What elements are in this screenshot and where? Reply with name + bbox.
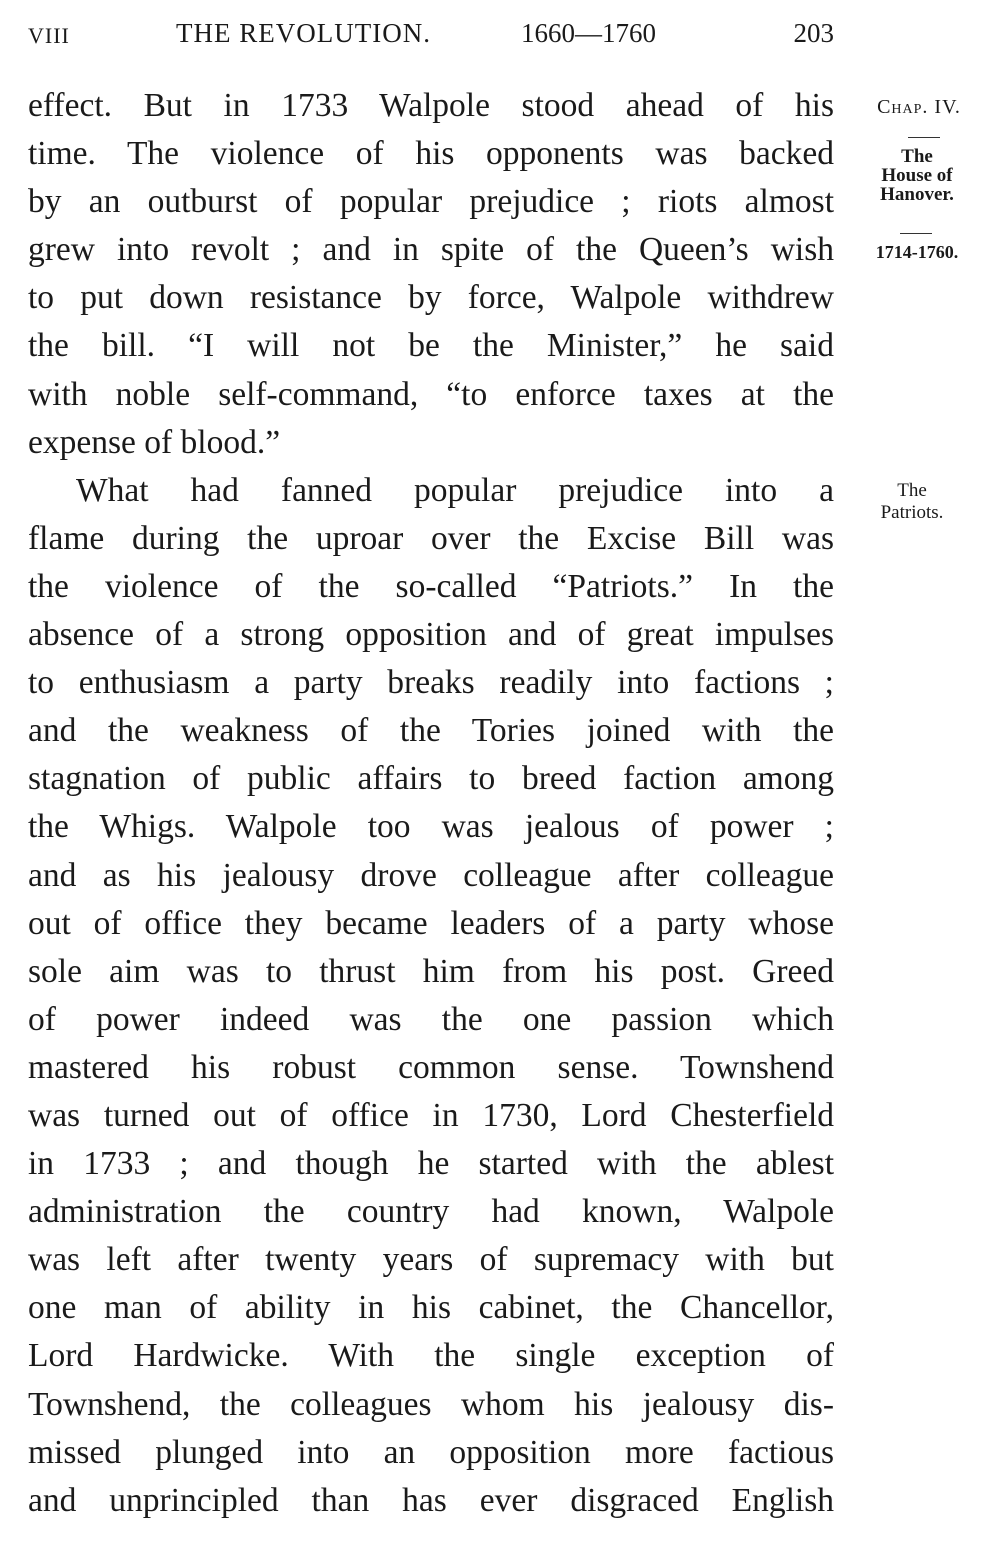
period-dates: 1660—1760 bbox=[521, 18, 656, 48]
text-line: grew into revolt ; and in spite of the Queen’s wish bbox=[28, 231, 834, 269]
margin-section-line: House of bbox=[881, 165, 953, 186]
text-line: absence of a strong opposition and of great impulses bbox=[28, 616, 834, 654]
text-line: out of office they became leaders of a party whose bbox=[28, 904, 834, 942]
text-line: and as his jealousy drove colleague after colleague bbox=[28, 856, 834, 894]
page-number: 203 bbox=[793, 18, 834, 48]
text-line: and the weakness of the Tories joined with the bbox=[28, 712, 834, 750]
text-line: expense of blood.” bbox=[28, 423, 281, 461]
text-line: Townshend, the colleagues whom his jealousy dis- bbox=[28, 1385, 834, 1423]
margin-topic-line: Patriots. bbox=[880, 502, 944, 523]
text-line: administration the country had known, Walpole bbox=[28, 1193, 834, 1231]
text-line: What had fanned popular prejudice into a bbox=[76, 471, 834, 509]
text-line: to enthusiasm a party breaks readily into factions ; bbox=[28, 664, 834, 702]
text-line: to put down resistance by force, Walpole withdrew bbox=[28, 279, 834, 317]
text-line: in 1733 ; and though he started with the ablest bbox=[28, 1145, 834, 1183]
text-line: sole aim was to thrust him from his post. Greed bbox=[28, 952, 834, 990]
text-line: mastered his robust common sense. Townshend bbox=[28, 1048, 834, 1086]
text-line: stagnation of public affairs to breed faction among bbox=[28, 760, 834, 798]
body-text bbox=[28, 82, 834, 1525]
text-line: of power indeed was the one passion which bbox=[28, 1000, 834, 1038]
text-line: with noble self-command, “to enforce taxes at the bbox=[28, 375, 834, 413]
text-line: the bill. “I will not be the Minister,” he said bbox=[28, 327, 834, 365]
margin-topic-line: The bbox=[897, 480, 927, 501]
margin-divider bbox=[900, 233, 932, 234]
text-line: and unprincipled than has ever disgraced English bbox=[28, 1481, 834, 1519]
text-line: time. The violence of his opponents was backed bbox=[28, 135, 834, 173]
text-line: effect. But in 1733 Walpole stood ahead of his bbox=[28, 87, 834, 124]
text-line: Lord Hardwicke. With the single exception of bbox=[28, 1337, 834, 1375]
text-line: was left after twenty years of supremacy with but bbox=[28, 1241, 834, 1279]
running-title: THE REVOLUTION. bbox=[176, 18, 431, 48]
text-line: missed plunged into an opposition more factious bbox=[28, 1433, 834, 1471]
text-line: by an outburst of popular prejudice ; riots almost bbox=[28, 183, 834, 221]
chapter-numeral: VIII bbox=[28, 23, 70, 48]
text-line: was turned out of office in 1730, Lord Chesterfield bbox=[28, 1096, 834, 1134]
margin-years: 1714-1760. bbox=[875, 242, 959, 262]
margin-divider bbox=[908, 137, 940, 138]
running-header bbox=[28, 14, 834, 54]
margin-section-title bbox=[856, 147, 978, 204]
text-line: the violence of the so-called “Patriots.” In the bbox=[28, 567, 834, 605]
text-line: one man of ability in his cabinet, the Chancellor, bbox=[28, 1289, 834, 1327]
margin-section-line: The bbox=[901, 146, 933, 167]
text-line: flame during the uproar over the Excise Bill was bbox=[28, 519, 834, 557]
margin-chapter-label: Chap. IV. bbox=[877, 96, 961, 118]
margin-section-line: Hanover. bbox=[880, 184, 954, 205]
text-line: the Whigs. Walpole too was jealous of power ; bbox=[28, 808, 834, 846]
margin-topic-note bbox=[856, 480, 968, 524]
